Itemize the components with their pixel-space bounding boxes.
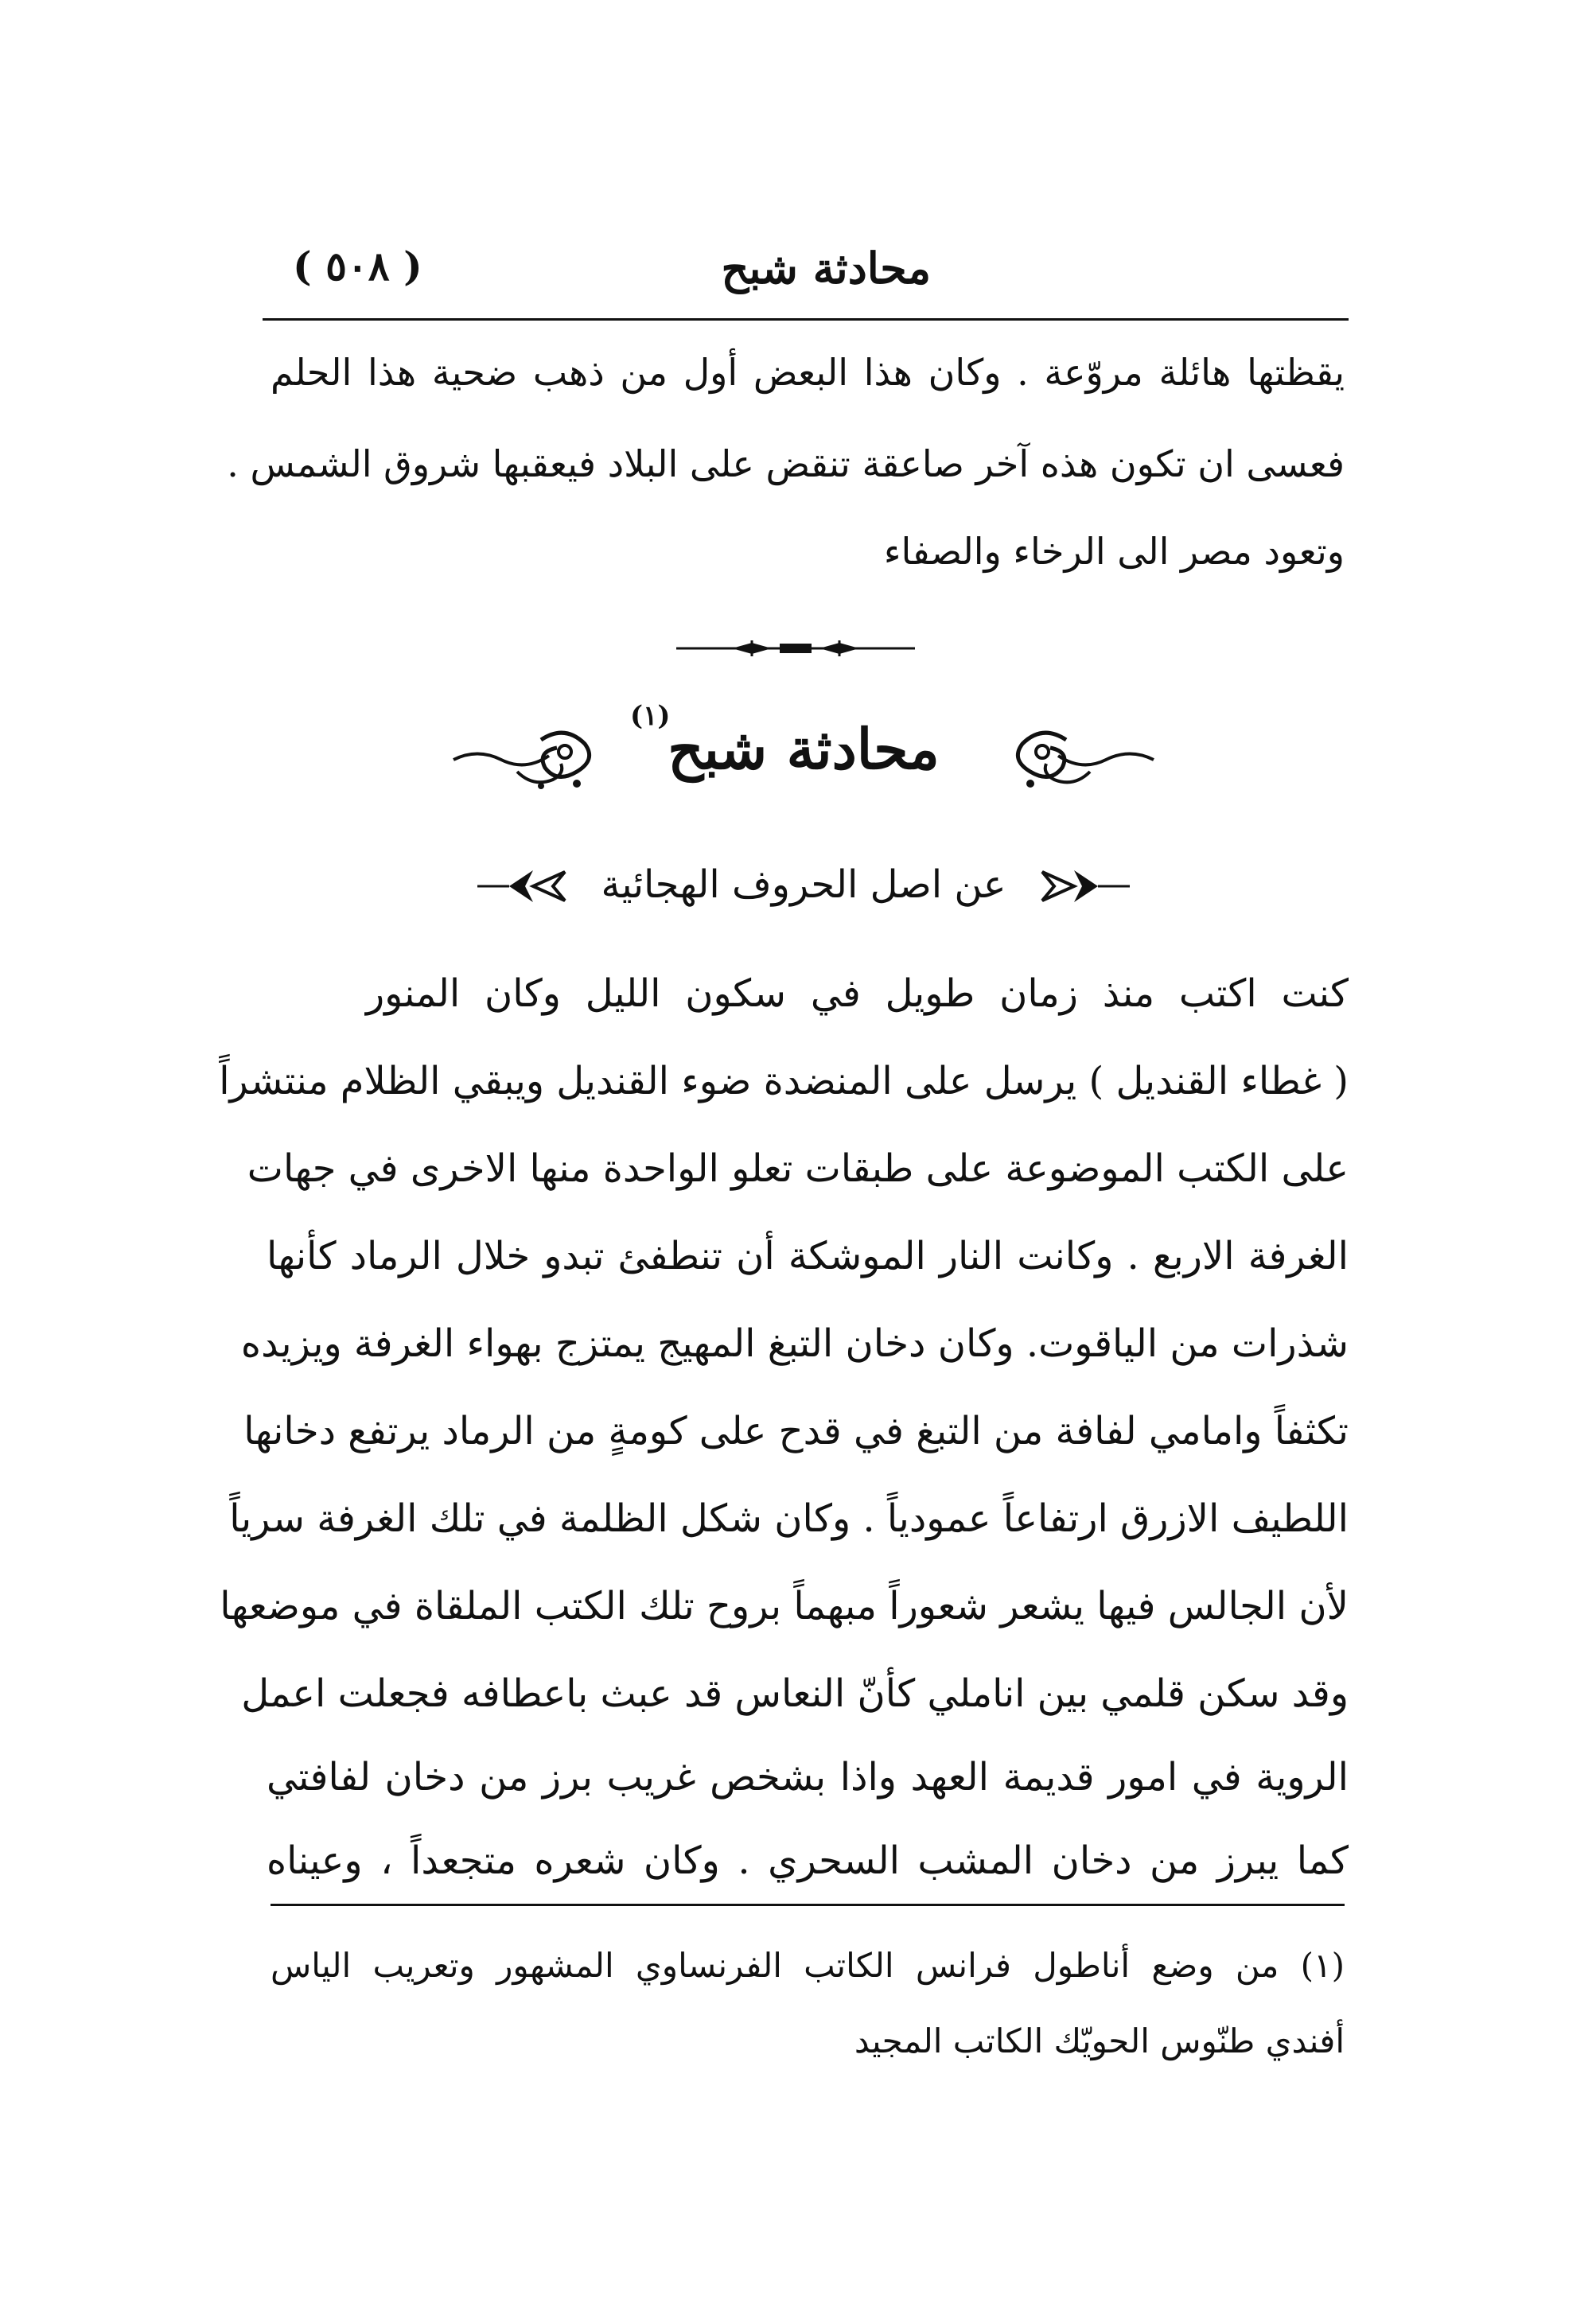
title-footnote-marker: (١) [630,700,671,732]
text-line: تكثفاً وامامي لفافة من التبغ في قدح على كومةٍ من الرماد يرتفع دخانها [243,1409,1349,1453]
article-title-block [446,700,1162,819]
text-line: وقد سكن قلمي بين اناملي كأنّ النعاس قد عبث باعطافه فجعلت اعمل [241,1671,1349,1716]
footnote-rule [271,1904,1345,1906]
text-line: الغرفة الاربع . وكانت النار الموشكة أن تنطفئ تبدو خلال الرماد كأنها [267,1234,1349,1278]
text-line: وتعود مصر الى الرخاء والصفاء [883,530,1345,573]
footnote-line [271,1946,1345,1985]
footnote-number: (١) [1300,1946,1345,1985]
footnote-text-1: من وضع أناطول فرانس الكاتب الفرنساوي المشهور وتعريب الياس [271,1946,1279,1985]
text-line: على الكتب الموضوعة على طبقات تعلو الواحدة منها الاخرى في جهات [247,1146,1349,1191]
footnote-line: أفندي طنّوس الحويّك الكاتب المجيد [854,2021,1345,2060]
ornament-right-icon [1034,862,1130,910]
flourish-right-icon [1002,716,1162,796]
text-line: كنت اكتب منذ زمان طويل في سكون الليل وكان المنور [366,971,1349,1016]
text-line: كما يبرز من دخان المشب السحري . وكان شعره متجعداً ، وعيناه [267,1838,1349,1883]
page-number: ( ٥٠٨ ) [293,243,422,290]
article-subtitle: عن اصل الحروف الهجائية [601,862,1006,907]
text-line: ( غطاء القنديل ) يرسل على المنضدة ضوء القنديل ويبقي الظلام منتشراً [219,1059,1349,1103]
text-line: شذرات من الياقوت. وكان دخان التبغ المهيج يمتزج بهواء الغرفة ويزيده [240,1321,1349,1366]
header-rule [263,318,1349,321]
text-line: لأن الجالس فيها يشعر شعوراً مبهماً بروح تلك الكتب الملقاة في موضعها [220,1584,1349,1628]
running-header [271,243,1345,314]
article-title: محادثة شبح [668,716,940,782]
running-header-title: محادثة شبح [721,243,931,294]
text-line: فعسى ان تكون هذه آخر صاعقة تنقض على البلاد فيعقبها شروق الشمس . [227,442,1345,485]
article-subtitle-block [446,851,1162,923]
text-line: اللطيف الازرق ارتفاعاً عمودياً . وكان شكل الظلمة في تلك الغرفة سرياً [229,1496,1349,1541]
text-line: الروية في امور قديمة العهد واذا بشخص غريب برز من دخان لفافتي [267,1755,1349,1799]
text-line: يقظتها هائلة مروّعة . وكان هذا البعض أول من ذهب ضحية هذا الحلم [271,351,1345,394]
ornament-separator [676,636,915,660]
